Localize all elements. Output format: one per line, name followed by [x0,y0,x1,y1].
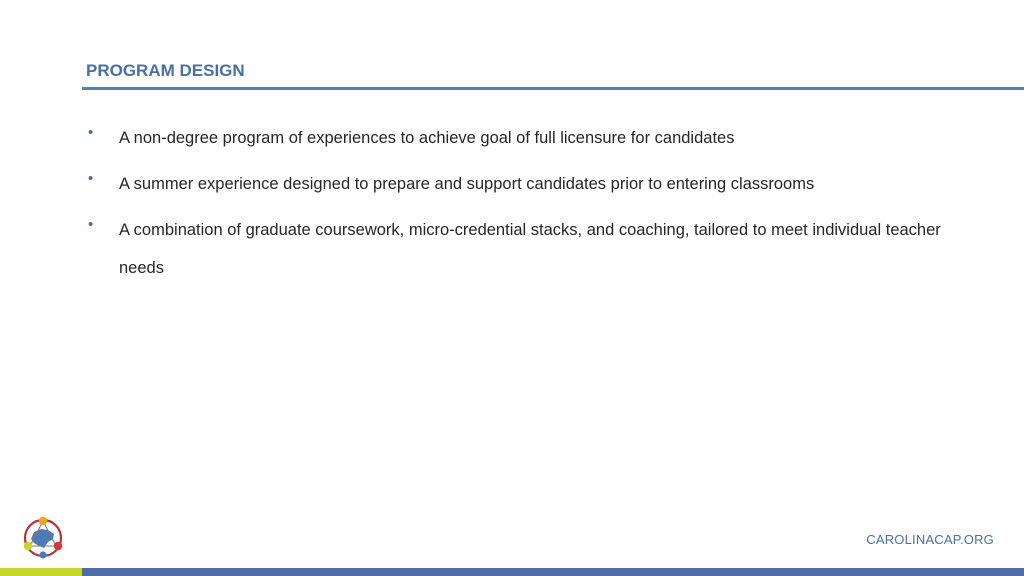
bullet-dot-icon: • [88,170,94,187]
bullet-list [88,124,988,300]
bullet-text: A combination of graduate coursework, micro-credential stacks, and coaching, tailored to meet individual teacher needs [119,221,941,277]
slide-title: PROGRAM DESIGN [86,61,245,80]
bullet-item [88,119,988,157]
bullet-dot-icon: • [88,124,94,141]
carolina-cap-logo-icon [20,515,66,561]
bullet-dot-icon: • [88,216,94,233]
bullet-item [88,211,988,287]
footer-bar-green [0,568,82,576]
bullet-text: A non-degree program of experiences to achieve goal of full licensure for candidates [119,129,735,147]
title-divider [82,87,1024,90]
footer-url: CAROLINACAP.ORG [866,532,994,547]
bullet-text: A summer experience designed to prepare and support candidates prior to entering classrooms [119,175,815,193]
bullet-item [88,165,988,203]
footer-bar-blue [82,568,1024,576]
